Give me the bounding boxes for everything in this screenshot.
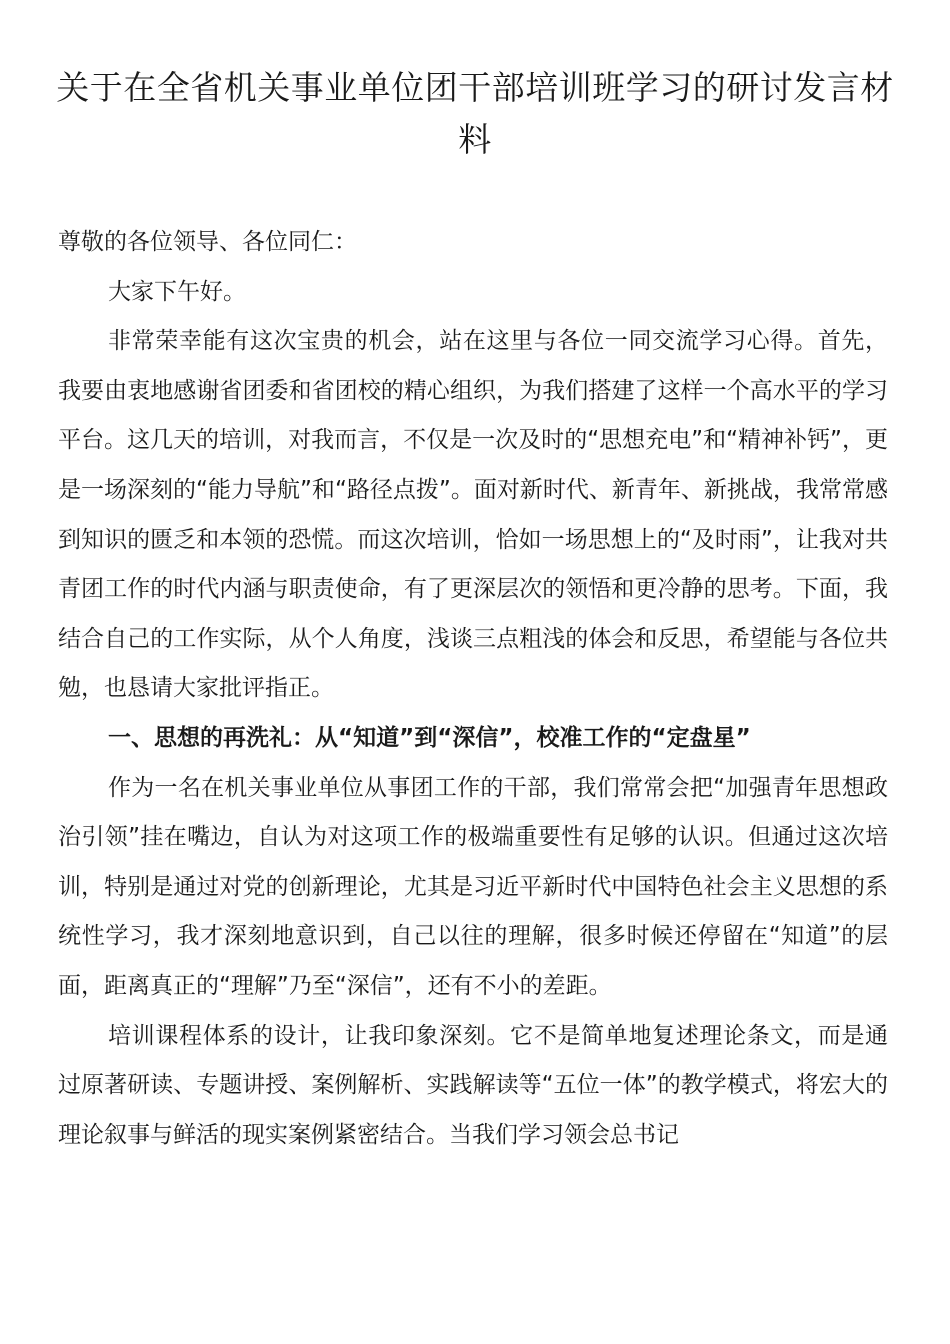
greeting: 大家下午好。: [108, 278, 246, 305]
document-body: [58, 218, 888, 1160]
document-title: 关于在全省机关事业单位团干部培训班学习的研讨发言材料: [56, 68, 894, 159]
section-heading: 一、思想的再洗礼：从“知道”到“深信”，校准工作的“定盘星”: [108, 724, 751, 751]
body-paragraph: 培训课程体系的设计，让我印象深刻。它不是简单地复述理论条文，而是通过原著研读、专题讲授、案例解析、实践解读等“五位一体”的教学模式，将宏大的理论叙事与鲜活的现实案例紧密结合。当我们学习领会总书记: [58, 1022, 888, 1148]
intro-paragraph: 非常荣幸能有这次宝贵的机会，站在这里与各位一同交流学习心得。首先，我要由衷地感谢省团委和省团校的精心组织，为我们搭建了这样一个高水平的学习平台。这几天的培训，对我而言，不仅是一次及时的“思想充电”和“精神补钙”，更是一场深刻的“能力导航”和“路径点拨”。面对新时代、新青年、新挑战，我常常感到知识的匮乏和本领的恐慌。而这次培训，恰如一场思想上的“及时雨”，让我对共青团工作的时代内涵与职责使命，有了更深层次的领悟和更冷静的思考。下面，我结合自己的工作实际，从个人角度，浅谈三点粗浅的体会和反思，希望能与各位共勉，也恳请大家批评指正。: [58, 328, 888, 702]
salutation: 尊敬的各位领导、各位同仁：: [58, 229, 357, 255]
body-paragraph: 作为一名在机关事业单位从事团工作的干部，我们常常会把“加强青年思想政治引领”挂在嘴边，自认为对这项工作的极端重要性有足够的认识。但通过这次培训，特别是通过对党的创新理论，尤其是习近平新时代中国特色社会主义思想的系统性学习，我才深刻地意识到，自己以往的理解，很多时候还停留在“知道”的层面，距离真正的“理解”乃至“深信”，还有不小的差距。: [58, 774, 888, 999]
